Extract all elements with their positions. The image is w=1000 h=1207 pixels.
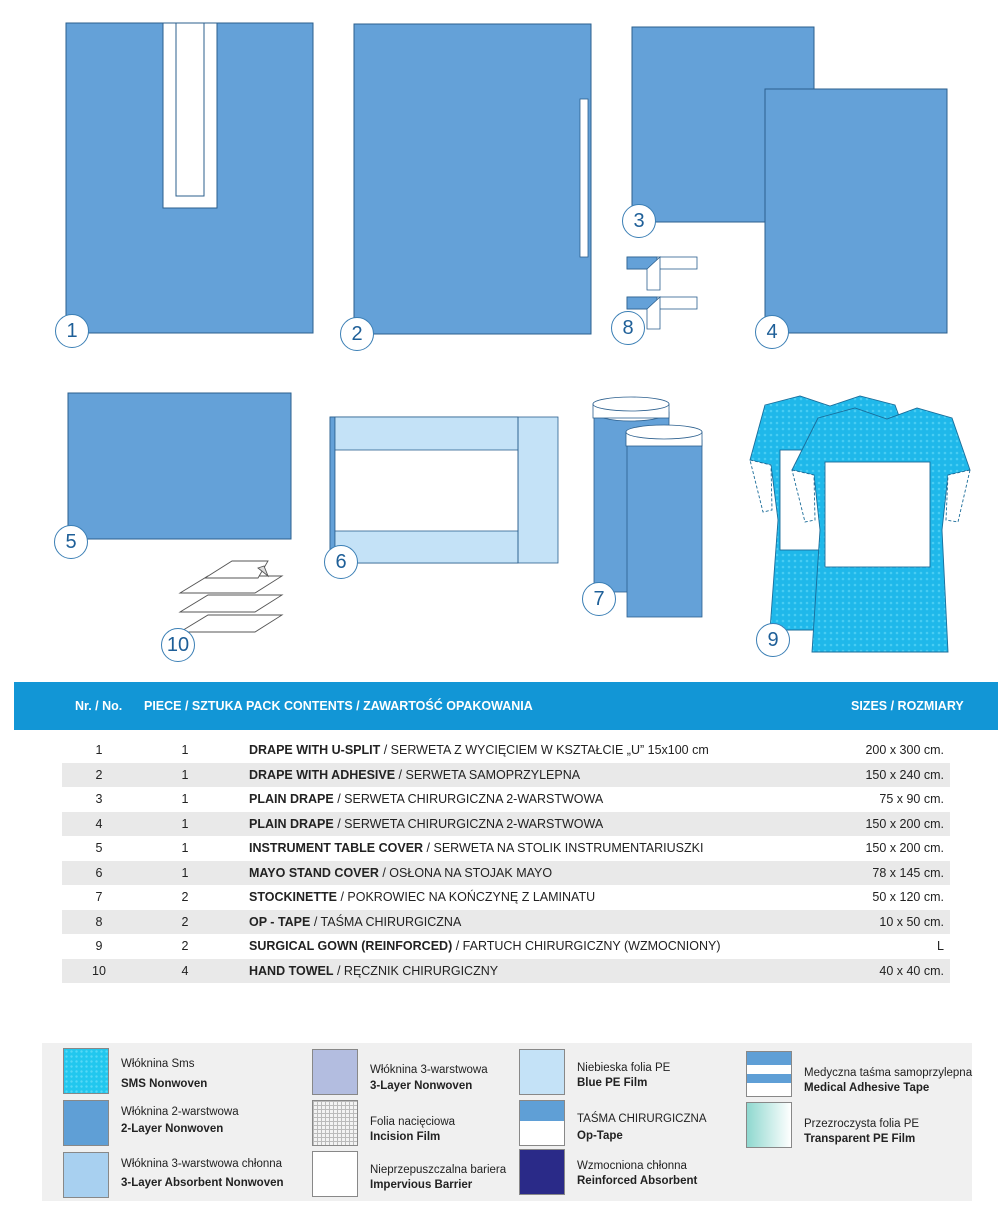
legend-label-en: 3-Layer Absorbent Nonwoven [121, 1177, 284, 1189]
legend-label-pl: Włóknina 3-warstwowa [370, 1064, 488, 1076]
medical-adhesive-tape-swatch [746, 1051, 792, 1097]
item-name: HAND TOWEL [249, 963, 334, 978]
legend-label-en: 2-Layer Nonwoven [121, 1123, 224, 1135]
legend-label-pl: Medyczna taśma samoprzylepna [804, 1067, 973, 1079]
cell-contents [249, 934, 721, 959]
legend-label-pl: Włóknina 3-warstwowa chłonna [121, 1158, 283, 1170]
cell-nr: 7 [95, 890, 103, 904]
header-nr: Nr. / No. [75, 699, 123, 713]
hand-towel-drawing [180, 561, 282, 632]
legend-label-pl: Folia nacięciowa [370, 1116, 456, 1128]
item-name: MAYO STAND COVER [249, 865, 379, 880]
contents-table [62, 738, 950, 983]
item-desc: / SERWETA Z WYCIĘCIEM W KSZTAŁCIE „U” 15x100 cm [383, 743, 709, 757]
cell-nr: 8 [95, 914, 103, 929]
cell-piece: 1 [181, 816, 189, 831]
legend-label-en: Medical Adhesive Tape [804, 1082, 930, 1094]
figure-label: 5 [54, 525, 88, 559]
legend-label-en: Impervious Barrier [370, 1179, 473, 1191]
item-name: DRAPE WITH U-SPLIT [249, 743, 384, 757]
item-name: SURGICAL GOWN (REINFORCED) [249, 939, 453, 953]
cell-nr: 4 [95, 816, 103, 831]
legend-label-en: Incision Film [370, 1131, 441, 1143]
cell-nr: 9 [95, 939, 103, 953]
table-row [62, 787, 950, 812]
cell-piece: 1 [181, 841, 189, 855]
cell-contents [249, 885, 595, 910]
cell-size: 40 x 40 cm. [879, 963, 944, 978]
item-desc: / OSŁONA NA STOJAK MAYO [378, 865, 553, 880]
cell-size: 150 x 200 cm. [865, 841, 944, 855]
legend-label-en: Transparent PE Film [804, 1133, 916, 1145]
item-name: PLAIN DRAPE [249, 792, 338, 806]
cell-piece: 2 [181, 939, 189, 953]
cell-size: 10 x 50 cm. [879, 914, 944, 929]
legend-label-pl: Przezroczysta folia PE [804, 1118, 920, 1130]
legend-label-pl: Włóknina Sms [121, 1058, 195, 1070]
cell-contents [249, 812, 603, 837]
cell-piece: 1 [181, 792, 189, 806]
table-header [14, 682, 998, 730]
materials-legend [42, 1043, 972, 1201]
item-desc: / SERWETA CHIRURGICZNA 2-WARSTWOWA [337, 792, 604, 806]
legend-label-en: 3-Layer Nonwoven [370, 1080, 473, 1092]
plain-drape-large-drawing [765, 89, 947, 333]
cell-size: 78 x 145 cm. [872, 865, 944, 880]
legend-label-pl: Nieprzepuszczalna bariera [370, 1164, 507, 1176]
table-row [62, 738, 950, 763]
impervious-barrier-swatch [312, 1151, 358, 1197]
table-row [62, 885, 950, 910]
figure-label: 4 [755, 315, 789, 349]
item-name: DRAPE WITH ADHESIVE [249, 767, 396, 782]
figure-label: 6 [324, 545, 358, 579]
cell-size: 150 x 240 cm. [865, 767, 944, 782]
incision-film-swatch [312, 1100, 358, 1146]
item-name: INSTRUMENT TABLE COVER [249, 841, 427, 855]
table-row [62, 959, 950, 984]
drape-adhesive-drawing [354, 24, 591, 334]
cell-size: 200 x 300 cm. [865, 743, 944, 757]
three-layer-absorbent-swatch [63, 1152, 109, 1198]
table-row [62, 763, 950, 788]
cell-piece: 2 [181, 890, 189, 904]
drape-u-split-drawing [66, 23, 313, 333]
legend-label-en: Op-Tape [577, 1130, 623, 1142]
legend-label-pl: TAŚMA CHIRURGICZNA [577, 1113, 707, 1125]
table-row [62, 836, 950, 861]
instrument-table-cover-drawing [68, 393, 291, 539]
legend-label-pl: Niebieska folia PE [577, 1062, 671, 1074]
item-name: STOCKINETTE [249, 890, 341, 904]
cell-contents [249, 763, 580, 788]
cell-piece: 1 [181, 865, 189, 880]
cell-size: 50 x 120 cm. [872, 890, 944, 904]
legend-label-pl: Wzmocniona chłonna [577, 1160, 687, 1172]
figure-label: 9 [756, 623, 790, 657]
cell-piece: 4 [181, 963, 189, 978]
stockinette-drawing [593, 397, 702, 617]
cell-nr: 5 [95, 841, 103, 855]
cell-size: L [937, 939, 944, 953]
cell-piece: 1 [181, 743, 189, 757]
table-row [62, 934, 950, 959]
cell-size: 75 x 90 cm. [879, 792, 944, 806]
cell-size: 150 x 200 cm. [865, 816, 944, 831]
table-row [62, 812, 950, 837]
header-contents: PACK CONTENTS / ZAWARTOŚĆ OPAKOWANIA [246, 699, 533, 713]
figure-label: 8 [611, 311, 645, 345]
item-desc: / SERWETA CHIRURGICZNA 2-WARSTWOWA [333, 816, 604, 831]
item-desc: / RĘCZNIK CHIRURGICZNY [333, 963, 499, 978]
three-layer-nonwoven-swatch [312, 1049, 358, 1095]
mayo-stand-cover-drawing [330, 417, 558, 563]
figure-label: 1 [55, 314, 89, 348]
cell-contents [249, 836, 703, 861]
figure-label: 3 [622, 204, 656, 238]
cell-contents [249, 787, 603, 812]
cell-nr: 6 [95, 865, 103, 880]
cell-piece: 1 [181, 767, 189, 782]
op-tape-swatch [519, 1100, 565, 1146]
figure-label: 10 [161, 628, 195, 662]
figure-label: 7 [582, 582, 616, 616]
cell-contents [249, 861, 552, 886]
item-name: PLAIN DRAPE [249, 816, 334, 831]
cell-contents [249, 738, 709, 763]
cell-piece: 2 [181, 914, 189, 929]
item-desc: / SERWETA NA STOLIK INSTRUMENTARIUSZKI [426, 841, 704, 855]
reinforced-absorbent-swatch [519, 1149, 565, 1195]
cell-contents [249, 910, 461, 935]
cell-nr: 10 [92, 963, 106, 978]
legend-label-pl: Włóknina 2-warstwowa [121, 1106, 239, 1118]
header-piece: PIECE / SZTUKA [144, 699, 243, 713]
cell-nr: 1 [95, 743, 103, 757]
table-row [62, 861, 950, 886]
figure-label: 2 [340, 317, 374, 351]
legend-label-en: Blue PE Film [577, 1077, 648, 1089]
item-desc: / POKROWIEC NA KOŃCZYNĘ Z LAMINATU [340, 890, 596, 904]
transparent-pe-film-swatch [746, 1102, 792, 1148]
cell-nr: 3 [95, 792, 103, 806]
header-sizes: SIZES / ROZMIARY [851, 699, 964, 713]
legend-label-en: Reinforced Absorbent [577, 1175, 698, 1187]
item-desc: / TAŚMA CHIRURGICZNA [313, 914, 462, 929]
two-layer-nonwoven-swatch [63, 1100, 109, 1146]
item-desc: / FARTUCH CHIRURGICZNY (WZMOCNIONY) [452, 939, 721, 953]
surgical-gown-drawing [750, 396, 970, 652]
cell-nr: 2 [95, 767, 103, 782]
cell-contents [249, 959, 498, 984]
table-row [62, 910, 950, 935]
item-name: OP - TAPE [249, 914, 314, 929]
item-desc: / SERWETA SAMOPRZYLEPNA [395, 767, 581, 782]
sms-nonwoven-swatch [63, 1048, 109, 1094]
blue-pe-film-swatch [519, 1049, 565, 1095]
legend-label-en: SMS Nonwoven [121, 1078, 208, 1090]
